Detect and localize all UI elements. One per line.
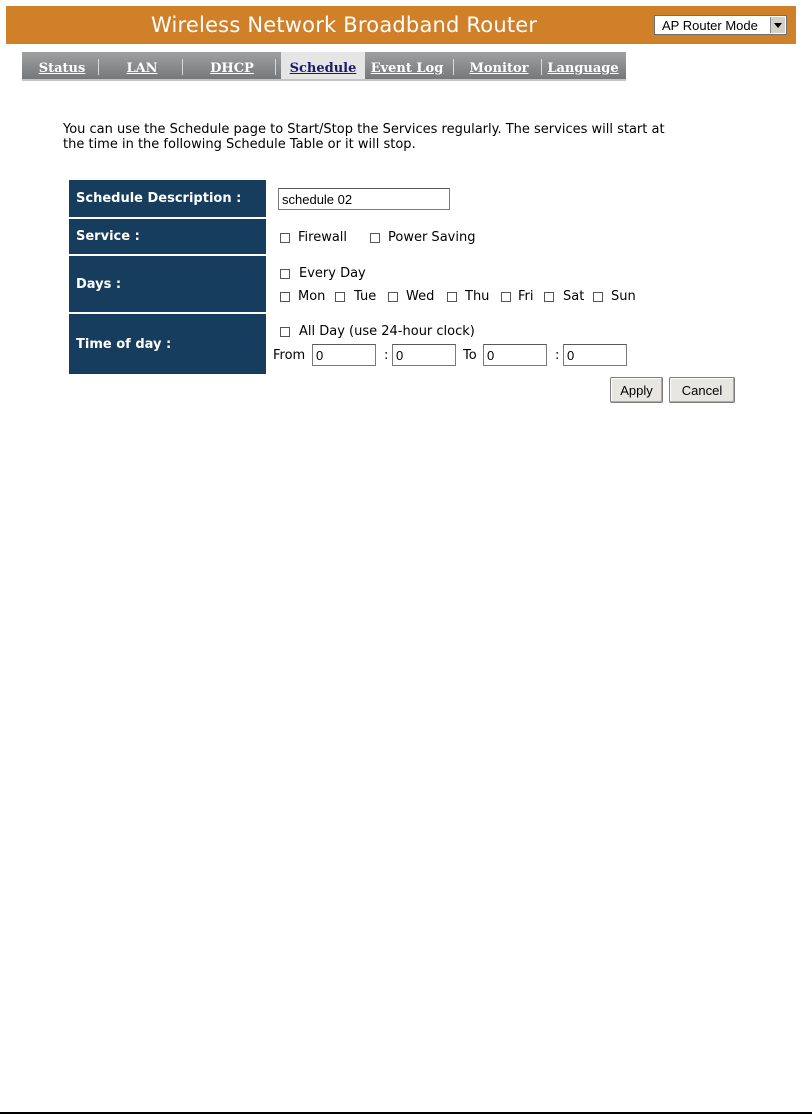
header-bar: [6, 6, 796, 44]
sun-checkbox[interactable]: [593, 292, 603, 302]
mon-label: Mon: [298, 289, 326, 304]
tab-language[interactable]: Language: [547, 61, 619, 76]
wed-checkbox[interactable]: [388, 292, 398, 302]
fri-label: Fri: [518, 289, 534, 304]
chevron-down-icon[interactable]: [770, 17, 785, 33]
every-day-label: Every Day: [299, 266, 366, 281]
thu-checkbox[interactable]: [447, 292, 457, 302]
tab-divider: [182, 59, 183, 75]
sat-checkbox[interactable]: [544, 292, 554, 302]
intro-text: [63, 122, 743, 152]
wed-label: Wed: [406, 289, 435, 304]
time-of-day-label: Time of day :: [69, 314, 266, 374]
all-day-label: All Day (use 24-hour clock): [299, 324, 475, 339]
sun-label: Sun: [611, 289, 636, 304]
tab-schedule[interactable]: Schedule: [281, 52, 365, 79]
mon-checkbox[interactable]: [280, 292, 290, 302]
fri-checkbox[interactable]: [501, 292, 511, 302]
thu-label: Thu: [465, 289, 490, 304]
page-bottom-rule: [0, 1112, 812, 1114]
schedule-description-input[interactable]: [278, 188, 450, 210]
intro-line: You can use the Schedule page to Start/Stop the Services regularly. The services will start at: [63, 122, 665, 137]
power-saving-checkbox[interactable]: [370, 233, 380, 243]
intro-line: the time in the following Schedule Table or it will stop.: [63, 137, 416, 152]
tab-dhcp[interactable]: DHCP: [210, 61, 254, 76]
power-saving-label: Power Saving: [388, 230, 476, 245]
time-colon: :: [384, 348, 389, 363]
sat-label: Sat: [563, 289, 585, 304]
page-title: Wireless Network Broadband Router: [151, 13, 538, 37]
tab-monitor[interactable]: Monitor: [469, 61, 529, 76]
firewall-checkbox[interactable]: [280, 233, 290, 243]
tab-divider: [275, 59, 276, 75]
tab-divider: [541, 59, 542, 75]
tab-lan[interactable]: LAN: [126, 61, 158, 76]
tue-checkbox[interactable]: [335, 292, 345, 302]
mode-select[interactable]: [654, 15, 787, 35]
from-hour-input[interactable]: [312, 344, 376, 366]
tab-event-log[interactable]: Event Log: [370, 61, 444, 76]
service-label: Service :: [69, 219, 266, 254]
time-colon: :: [555, 348, 560, 363]
from-minute-input[interactable]: [392, 344, 456, 366]
tab-status[interactable]: Status: [38, 61, 86, 76]
days-label: Days :: [69, 256, 266, 312]
every-day-checkbox[interactable]: [280, 269, 290, 279]
to-minute-input[interactable]: [563, 344, 627, 366]
tab-divider: [453, 59, 454, 75]
nav-bar: [22, 52, 626, 81]
firewall-label: Firewall: [298, 230, 348, 245]
from-label: From: [273, 348, 306, 363]
tab-divider: [98, 59, 99, 75]
schedule-description-label: Schedule Description :: [69, 180, 266, 217]
cancel-button[interactable]: Cancel: [669, 377, 735, 403]
mode-select-value: AP Router Mode: [662, 18, 758, 33]
to-label: To: [463, 348, 477, 363]
apply-button[interactable]: Apply: [610, 377, 663, 403]
tue-label: Tue: [354, 289, 377, 304]
to-hour-input[interactable]: [483, 344, 547, 366]
all-day-checkbox[interactable]: [280, 327, 290, 337]
